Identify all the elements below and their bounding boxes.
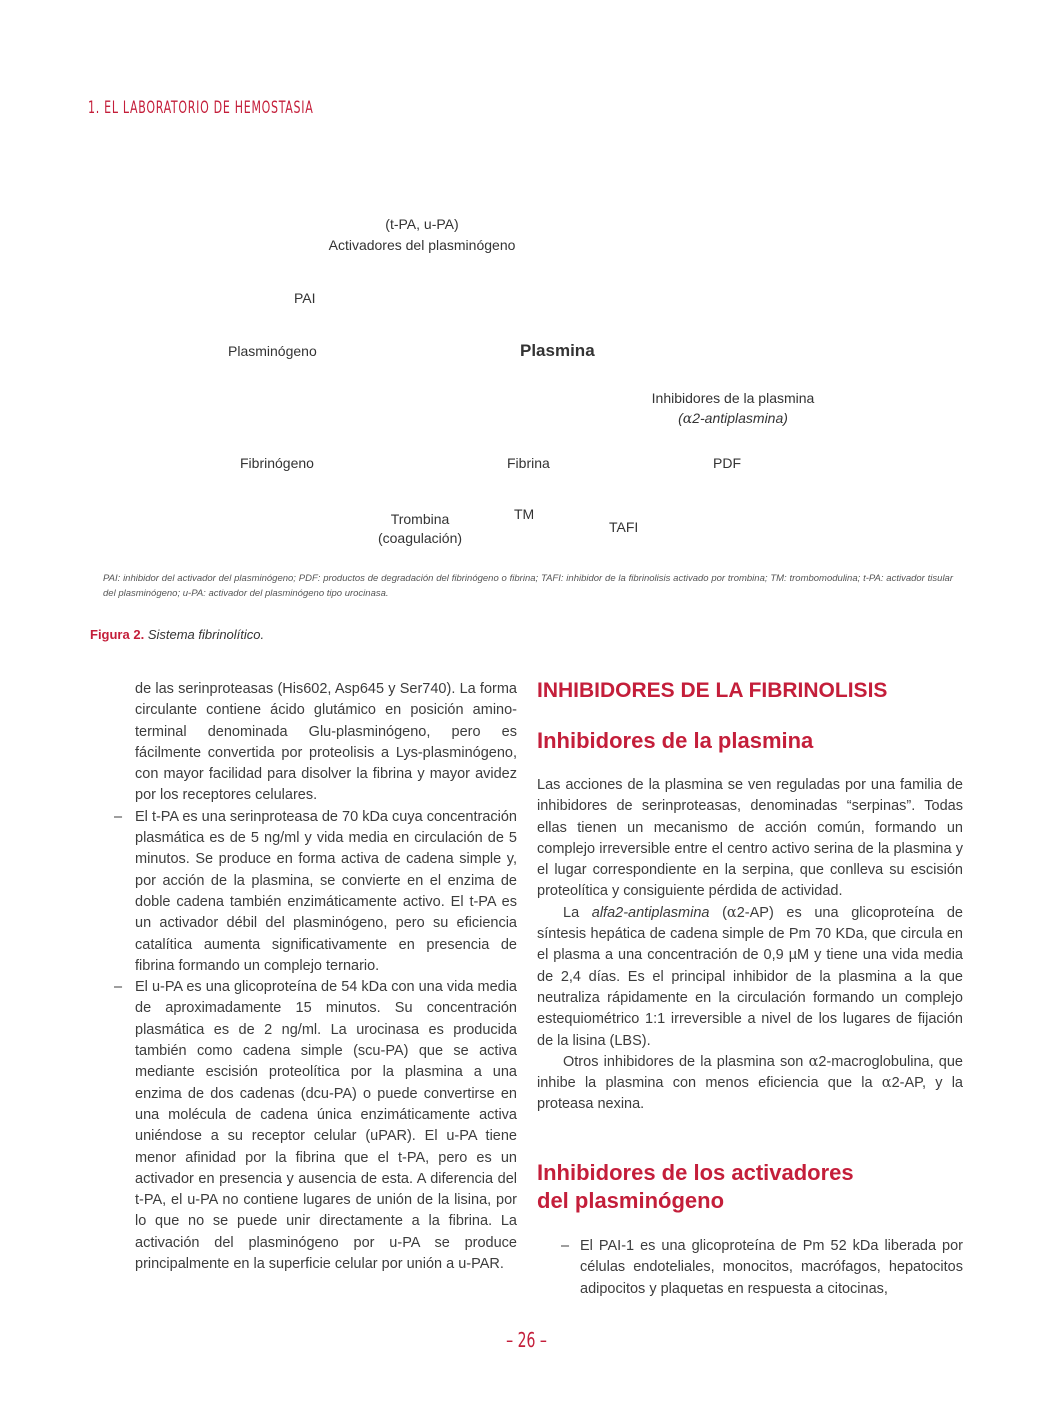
right-column-bullets xyxy=(537,1236,963,1300)
pdf-label: PDF xyxy=(713,455,741,471)
right-column-text xyxy=(537,775,963,1116)
list-item-pai1 xyxy=(537,1236,963,1300)
tm-label: TM xyxy=(514,506,535,522)
bullet-dash: – xyxy=(114,979,123,996)
list-item-tpa xyxy=(114,807,517,977)
paragraph-plasminogen: de las serinproteasas (His602, Asp645 y Ser740). La forma circulante contiene ácido glutámico en posición amino-terminal denominada Glu-plasminógeno, pero es fácilmente convertida por proteolisis a Lys-plasminógeno, con mayor facilidad para disolver la fibrina y mayor avidez por los receptores celulares. xyxy=(135,681,517,804)
heading-fibrinolysis-inhibitors: INHIBIDORES DE LA FIBRINOLISIS xyxy=(537,679,888,702)
figure-note: PAI: inhibidor del activador del plasminógeno; PDF: productos de degradación del fibrinógeno o fibrina; TAFI: inhibidor de la fibrinolisis activado por trombina; TM: trombomodulina; t-PA: activador tisular del plasminógeno; u-PA: activador del plasminógeno tipo urocinasa. xyxy=(103,573,953,599)
bullet-dash: – xyxy=(561,1238,570,1254)
plasmin-label: Plasmina xyxy=(520,341,595,360)
thrombin-label: Trombina xyxy=(390,511,450,527)
paragraph-serpins: Las acciones de la plasmina se ven reguladas por una familia de inhibidores de serinproteasas, denominadas “serpinas”. Todas ellas tienen un mecanismo de acción común, formando un complejo irreversible entre el centro activo serina de la plasmina y el lugar correspondiente en la serpina, que conlleva su escisión proteolítica y consiguiente pérdida de actividad. xyxy=(537,777,963,900)
plasmin-inhibitors-label: Inhibidores de la plasmina xyxy=(651,390,815,406)
heading-activator-inhibitors: Inhibidores de los activadores del plasminógeno xyxy=(537,1160,854,1213)
paragraph-upa: El u-PA es una glicoproteína de 54 kDa con una vida media de aproximadamente 15 minutos. Su concentración plasmática es de 2 ng/ml. La urocinasa es producida también como cadena simple (scu-PA) que se activa mediante escisión proteolítica por la plasmina a una enzima de dos cadenas (dcu-PA) o puede convertirse en una molécula de cadena única enzimáticamente activa uniéndose a su receptor celular (uPAR). El u-PA tiene menor afinidad por la fibrina que el t-PA, pero es un activador en presencia y ausencia de esta. A diferencia del t-PA, el u-PA no contiene lugares de unión de la lisina, por lo que no se puede unir directamente a la fibrina. La activación del plasminógeno por u-PA se produce principalmente en la superficie celular por unión a u-PAR. xyxy=(135,979,517,1273)
tafi-label: TAFI xyxy=(609,519,639,535)
caption-label: Figura 2. xyxy=(90,627,145,642)
paragraph-antiplasmin: La alfa2-antiplasmina (α2-AP) es una glicoproteína de síntesis hepática de cadena simple de Pm 70 KDa, que circula en el plasma a una concentración de 0,9 µM y tiene una vida media de 2,4 días. Es el principal inhibidor de la plasmina a la que neutraliza rápidamente en la circulación formando un complejo estequiométrico 1:1 irreversible a nivel de los lugares de fijación de la lisina (LBS). xyxy=(537,904,963,1049)
page-number: – 26 – xyxy=(506,1328,547,1352)
left-column xyxy=(114,679,517,1275)
list-item-upa xyxy=(114,977,517,1275)
fibrinogen-label: Fibrinógeno xyxy=(240,455,314,471)
paragraph-other-inhibitors: Otros inhibidores de la plasmina son α2-macroglobulina, que inhibe la plasmina con menos eficiencia que la α2-AP, y la proteasa nexina. xyxy=(537,1053,964,1113)
paragraph-pai1: El PAI-1 es una glicoproteína de Pm 52 kDa liberada por células endoteliales, monocitos, macrófagos, hepatocitos adipocitos y plaquetas en respuesta a citocinas, xyxy=(580,1238,963,1297)
paragraph-tpa: El t-PA es una serinproteasa de 70 kDa cuya concentración plasmática es de 5 ng/ml y vida media en circulación de 5 minutos. Se produce en forma activa de cadena simple y, por acción de la plasmina, se convierte en el enzima de doble cadena también enzimáticamente activo. El t-PA es un activador débil del plasminógeno, pero su eficiencia catalítica aumenta significativamente en presencia de fibrina formando un complejo ternario. xyxy=(135,808,517,974)
activators-label: Activadores del plasminógeno xyxy=(328,237,516,253)
bullet-dash: – xyxy=(114,808,123,825)
chapter-header: 1. EL LABORATORIO DE HEMOSTASIA xyxy=(88,98,314,118)
activators-abbrev-label: (t-PA, u-PA) xyxy=(385,216,459,232)
figure-caption xyxy=(90,627,264,642)
pai-label: PAI xyxy=(294,290,316,306)
caption-title: Sistema fibrinolítico. xyxy=(147,627,265,642)
coagulation-label: (coagulación) xyxy=(377,530,463,546)
fibrin-label: Fibrina xyxy=(507,455,550,471)
heading-plasmin-inhibitors: Inhibidores de la plasmina xyxy=(537,728,814,753)
antiplasmin-label: (α2-antiplasmina) xyxy=(678,410,788,427)
plasminogen-label: Plasminógeno xyxy=(228,343,317,359)
